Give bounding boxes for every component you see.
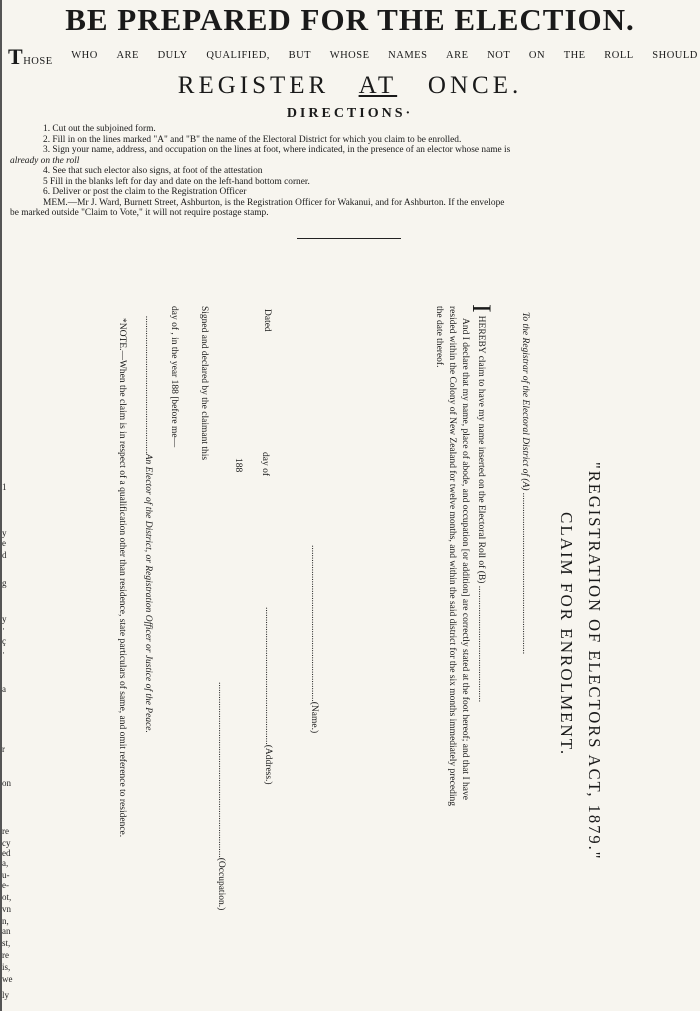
subtitle-word: WHOSE [329,50,370,61]
direction-step: already on the roll [10,155,80,166]
direction-step: 6. Deliver or post the claim to the Registration Officer [43,187,247,197]
margin-fragment: 1 [2,482,7,492]
margin-fragment: is, [2,962,11,972]
margin-fragment: d [2,550,7,560]
page-title: BE PREPARED FOR THE ELECTION. [65,2,635,37]
margin-fragment: y [2,528,7,538]
dated-label: Dated [262,309,272,332]
margin-fragment: ot, [2,892,12,902]
margin-fragment: an [2,926,11,936]
subtitle-word: ON [528,50,546,61]
claim-text-1: HEREBY claim to have my name inserted on the Electoral Roll of (B) ................................................. [476,315,486,703]
subtitle-word: ARE [446,50,469,61]
name-line: ..................................................................(Name.) [309,545,319,734]
to-registrar-line: To the Registrar of the Electoral District of (A) .................................................................... [520,312,530,655]
margin-fragment: ly [2,990,10,1000]
margin-fragment: ed [2,848,11,858]
direction-step: 4. See that such elector also signs, at foot of the attestation [43,166,263,176]
elector-line: ..........................................................An Elector of the District, or Registration Officer or Justice of the Peace. [143,316,153,733]
subtitle-word: ROLL [604,50,634,61]
occupation-line: ..........................................................................(Occupation.) [216,682,226,911]
margin-fragment: e- [2,880,9,890]
register-once-word: ONCE. [427,72,523,99]
margin-fragment: n, [2,916,9,926]
claim-line-1 [466,304,496,702]
margin-fragment: cy [2,838,11,848]
subtitle-word: THE [563,50,586,61]
address-line: ..........................................................(Address.) [263,607,273,785]
direction-step: 1. Cut out the subjoined form. [43,124,156,134]
margin-fragment: y [2,614,7,624]
register-word: REGISTER [177,72,330,99]
register-at-word: AT [358,72,398,99]
margin-fragment: st, [2,938,11,948]
margin-fragment: · [2,648,5,658]
direction-step: 3. Sign your name, address, and occupation on the lines at foot, where indicated, in the presence of an elector whose name is [43,145,511,155]
divider [297,238,401,239]
claim-line-2: And I declare that my name, place of abode, and occupation [or addition] are correctly stated at the foot hereof; and that I have [460,318,470,800]
year-label: 188 [233,458,243,473]
margin-fragment: re [2,826,9,836]
margin-fragment: we [2,974,13,984]
claim-title: CLAIM FOR ENROLMENT. [557,512,576,757]
margin-fragment: u- [2,870,10,880]
claim-line-4: the date thereof. [434,306,444,368]
memo-line: MEM.—Mr J. Ward, Burnett Street, Ashburton, is the Registration Officer for Wakanui, and for Ashburton. If the envelope [43,197,505,208]
subtitle-word: QUALIFIED, [206,50,270,61]
subtitle-word: WHO [71,50,98,61]
margin-fragment: vn [2,904,11,914]
note-line: *NOTE.—When the claim is in respect of a qualification other than residence, state particulars of same, and omit reference to residence. [117,318,127,838]
subtitle-word: NOT [487,50,511,61]
memo-line: be marked outside "Claim to Vote," it will not require postage stamp. [10,208,269,218]
register-heading [0,72,700,100]
subtitle-word: DULY [157,50,188,61]
subtitle-word: NAMES [388,50,428,61]
subtitle-word: SHOULD [652,50,698,61]
subtitle-word: BUT [288,50,312,61]
margin-fragment: r [2,744,5,754]
day-of-label: day of [260,452,270,477]
subtitle-line [8,44,698,69]
signed-line-2: day of , in the year 188 [before me— [169,306,179,448]
margin-fragment: a [2,684,6,694]
act-title: "REGISTRATION OF ELECTORS ACT, 1879." [585,462,604,861]
margin-fragment: a, [2,858,9,868]
margin-fragment: g [2,578,7,588]
direction-step: 2. Fill in on the lines marked "A" and "B" the name of the Electoral District for which you claim to be enrolled. [43,134,462,145]
initial-letter: I [467,304,496,313]
subtitle-word: ARE [116,50,139,61]
directions-list [10,124,698,219]
claim-line-3: resided within the Colony of New Zealand for twelve months, and within the said district for the six months immediately preceding [447,306,457,806]
margin-fragment: ç [2,636,6,646]
margin-fragment: on [2,778,11,788]
signed-line-1: Signed and declared by the claimant this [199,306,209,461]
drop-letter: T [8,44,24,69]
margin-fragment: e [2,538,6,548]
margin-fragment: re [2,950,9,960]
margin-fragment: · [2,624,5,634]
direction-step: 5 Fill in the blanks left for day and date on the left-hand bottom corner. [43,176,310,187]
subtitle-word: THOSE [8,44,53,69]
directions-heading: DIRECTIONS· [286,106,414,121]
